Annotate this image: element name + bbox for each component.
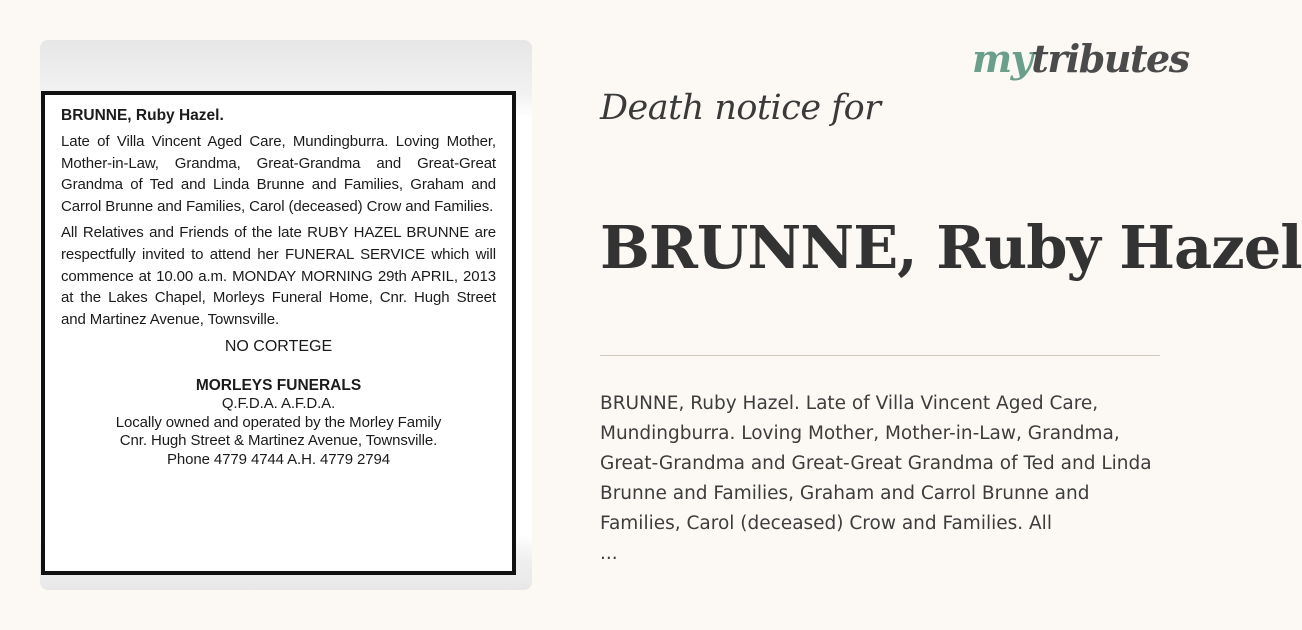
funeral-home-phone: Phone 4779 4744 A.H. 4779 2794 — [166, 450, 391, 468]
newspaper-notice — [41, 91, 516, 575]
excerpt-line: Mundingburra. Loving Mother, Mother-in-Law, Grandma, — [600, 423, 1120, 444]
excerpt-line: Great-Grandma and Great-Great Grandma of Ted and Linda — [600, 453, 1152, 474]
notice-header: BRUNNE, Ruby Hazel. — [61, 107, 224, 124]
funeral-home-qualifications: Q.F.D.A. A.F.D.A. — [221, 395, 336, 413]
death-notice-image — [40, 40, 532, 590]
no-cortege-text: NO CORTEGE — [224, 338, 333, 356]
logo-my: my — [972, 36, 1032, 81]
page-subtitle: Death notice for — [600, 88, 881, 128]
excerpt-line: BRUNNE, Ruby Hazel. Late of Villa Vincent Aged Care, — [600, 393, 1099, 414]
divider — [600, 355, 1160, 356]
notice-paragraph-1: Late of Villa Vincent Aged Care, Mundingburra. Loving Mother, Mother-in-Law, Grandma, Great-Grandma and Great-Great Grandma of Ted and Linda Brunne and Families, Graham and Carrol Brunne and Families, Carol (deceased) Crow and Families. — [61, 133, 496, 215]
funeral-home-name: MORLEYS FUNERALS — [195, 377, 362, 395]
mytributes-logo[interactable] — [972, 36, 1189, 81]
notice-paragraph-2: All Relatives and Friends of the late RUBY HAZEL BRUNNE are respectfully invited to attend her FUNERAL SERVICE which will commence at 10.00 a.m. MONDAY MORNING 29th APRIL, 2013 at the Lakes Chapel, Morleys Funeral Home, Cnr. Hugh Street and Martinez Avenue, Townsville. — [61, 224, 496, 328]
funeral-home-address: Cnr. Hugh Street & Martinez Avenue, Townsville. — [119, 432, 438, 450]
funeral-home-tagline: Locally owned and operated by the Morley Family — [115, 413, 442, 431]
deceased-name: BRUNNE, Ruby Hazel — [600, 213, 1302, 282]
logo-tributes: tributes — [1031, 36, 1189, 81]
excerpt-line: Families, Carol (deceased) Crow and Families. All — [600, 513, 1052, 534]
excerpt-line: Brunne and Families, Graham and Carrol Brunne and — [600, 483, 1090, 504]
notice-excerpt — [600, 389, 1200, 569]
excerpt-ellipsis: ... — [600, 543, 618, 564]
